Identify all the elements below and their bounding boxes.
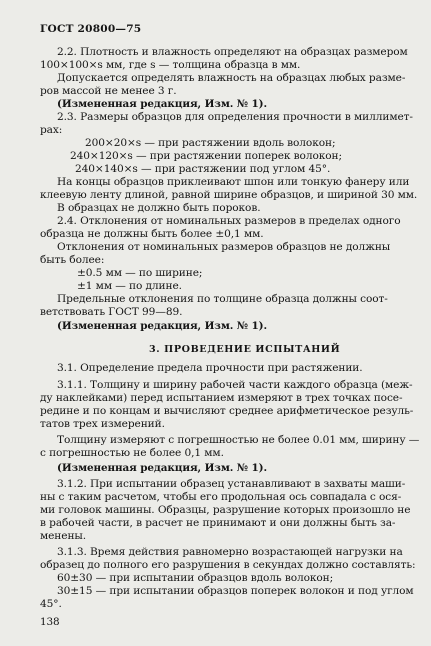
text-line: В образцах не должно быть пороков. [57,202,261,214]
text-line: менены. [40,530,86,542]
page-number: 138 [40,616,60,628]
text-line: 3.1.1. Толщину и ширину рабочей части каждого образца (меж- [57,379,413,391]
text-line: редине и по концам и вычисляют среднее арифметическое резуль- [40,405,414,417]
text-line: 3.1. Определение предела прочности при растяжении. [57,362,363,374]
text-line: образца не должны быть более ±0,1 мм. [40,228,264,240]
text-line: татов трех измерений. [40,418,165,430]
amendment-note: (Измененная редакция, Изм. № 1). [57,462,267,474]
document-header: ГОСТ 20800—75 [40,23,142,35]
text-line: 200×20×s — при растяжении вдоль волокон; [85,137,336,149]
text-line: 240×120×s — при растяжении поперек волокон; [70,150,342,162]
text-line: рах: [40,124,63,136]
text-line: ±1 мм — по длине. [77,280,182,292]
text-line: 2.3. Размеры образцов для определения прочности в миллимет- [57,111,413,123]
text-line: 3.1.3. Время действия равномерно возрастающей нагрузки на [57,546,403,558]
text-line: быть более: [40,254,105,266]
text-line: 240×140×s — при растяжении под углом 45°. [75,163,331,175]
text-line: Отклонения от номинальных размеров образцов не должны [57,241,391,253]
text-line: в рабочей части, в расчет не принимают и они должны быть за- [40,517,396,529]
text-line: На концы образцов приклеивают шпон или тонкую фанеру или [57,176,410,188]
text-line: ду наклейками) перед испытанием измеряют в трех точках посе- [40,392,403,404]
text-line: ров массой не менее 3 г. [40,85,177,97]
section-heading: 3. ПРОВЕДЕНИЕ ИСПЫТАНИЙ [149,344,341,355]
text-line: клеевую ленту длиной, равной ширине образцов, и шириной 30 мм. [40,189,418,201]
amendment-note: (Измененная редакция, Изм. № 1). [57,320,267,332]
text-line: ны с таким расчетом, чтобы его продольная ось совпадала с ося- [40,491,402,503]
text-line: образец до полного его разрушения в секундах должно составлять: [40,559,416,571]
text-line: Допускается определять влажность на образцах любых разме- [57,72,406,84]
text-line: 100×100×s мм, где s — толщина образца в мм. [40,59,301,71]
text-line: 60±30 — при испытании образцов вдоль волокон; [57,572,334,584]
amendment-note: (Измененная редакция, Изм. № 1). [57,98,267,110]
text-line: 2.4. Отклонения от номинальных размеров в пределах одного [57,215,401,227]
text-line: ми головок машины. Образцы, разрушение которых произошло не [40,504,411,516]
text-line: 2.2. Плотность и влажность определяют на образцах размером [57,46,408,58]
text-line: Предельные отклонения по толщине образца должны соот- [57,293,388,305]
text-line: с погрешностью не более 0,1 мм. [40,447,224,459]
text-line: Толщину измеряют с погрешностью не более 0.01 мм, ширину — [57,434,420,446]
text-line: ветствовать ГОСТ 99—89. [40,306,183,318]
text-line: 45°. [40,598,62,610]
text-line: ±0.5 мм — по ширине; [77,267,203,279]
text-line: 30±15 — при испытании образцов поперек волокон и под углом [57,585,414,597]
text-line: 3.1.2. При испытании образец устанавливают в захваты маши- [57,478,406,490]
